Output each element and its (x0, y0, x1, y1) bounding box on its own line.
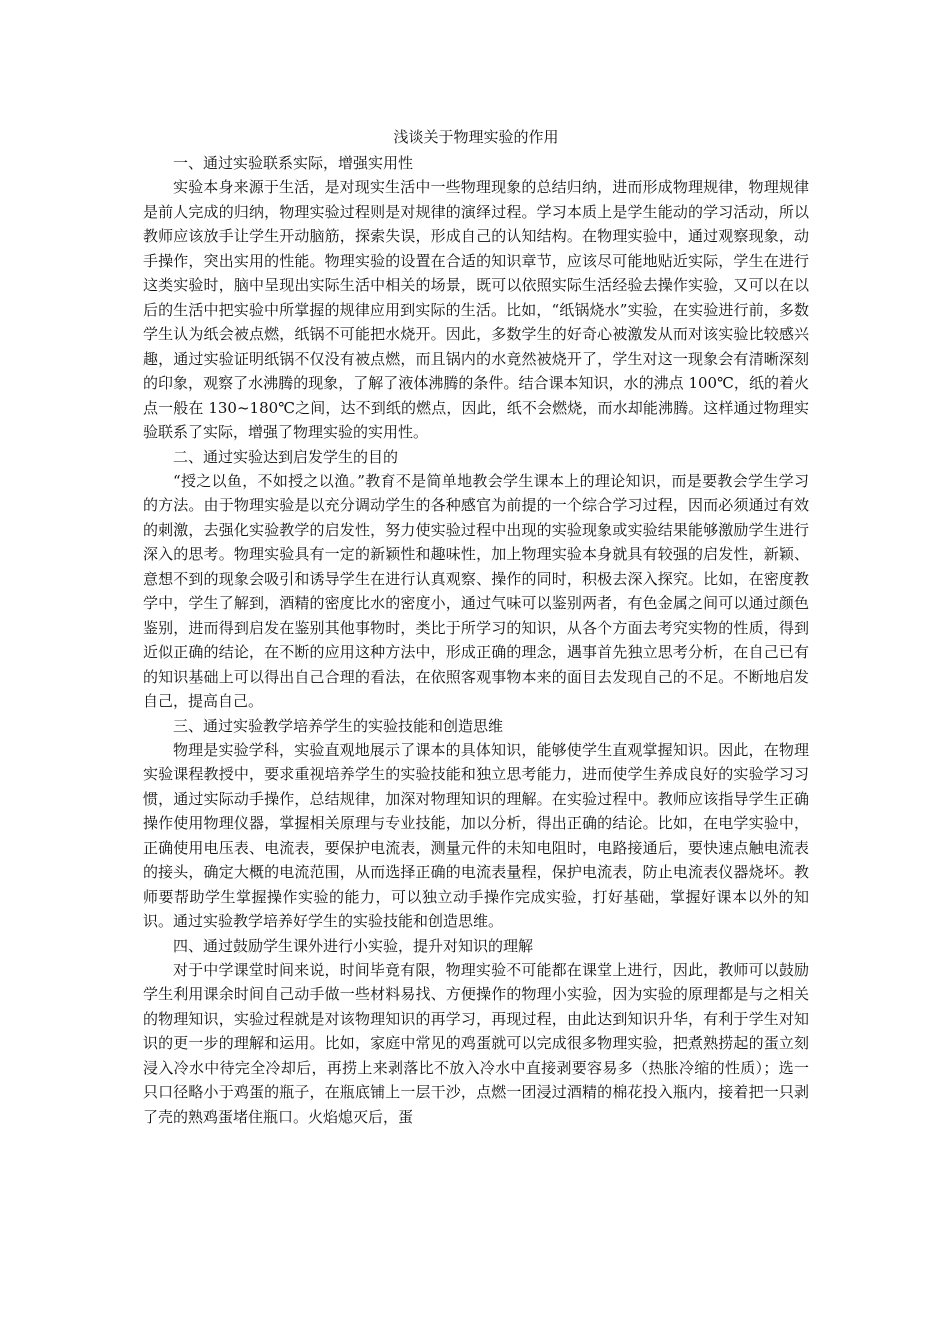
document-title: 浅谈关于物理实验的作用 (393, 128, 559, 146)
section-1 (143, 151, 809, 445)
section-4 (143, 934, 809, 1130)
section-paragraph: 对于中学课堂时间来说，时间毕竟有限，物理实验不可能都在课堂上进行，因此，教师可以鼓励学生利用课余时间自己动手做一些材料易找、方便操作的物理小实验，因为实验的原理都是与之相关的物理知识，实验过程就是对该物理知识的再学习，再现过程，由此达到知识升华，有利于学生对知识的更一步的理解和运用。比如，家庭中常见的鸡蛋就可以完成很多物理实验，把煮熟捞起的蛋立刻浸入冷水中待完全冷却后，再捞上来剥落比不放入冷水中直接剥要容易多（热胀冷缩的性质）；选一只口径略小于鸡蛋的瓶子，在瓶底铺上一层干沙，点燃一团浸过酒精的棉花投入瓶内，接着把一只剥了壳的熟鸡蛋堵住瓶口。火焰熄灭后，蛋 (143, 960, 809, 1126)
document-page (143, 127, 809, 1129)
section-paragraph: 物理是实验学科，实验直观地展示了课本的具体知识，能够使学生直观掌握知识。因此，在物理实验课程教授中，要求重视培养学生的实验技能和独立思考能力，进而使学生养成良好的实验学习习惯，通过实际动手操作，总结规律，加深对物理知识的理解。在实验过程中。教师应该指导学生正确操作使用物理仪器，掌握相关原理与专业技能，加以分析，得出正确的结论。比如，在电学实验中，正确使用电压表、电流表，要保护电流表，测量元件的未知电阻时，电路接通后，要快速点触电流表的接头，确定大概的电流范围，从而选择正确的电流表量程，保护电流表，防止电流表仪器烧坏。教师要帮助学生掌握操作实验的能力，可以独立动手操作完成实验，打好基础，掌握好课本以外的知识。通过实验教学培养好学生的实验技能和创造思维。 (143, 740, 809, 930)
section-3 (143, 714, 809, 934)
section-heading: 四、通过鼓励学生课外进行小实验，提升对知识的理解 (173, 936, 534, 955)
section-paragraph: 实验本身来源于生活，是对现实生活中一些物理现象的总结归纳，进而形成物理规律，物理规律是前人完成的归纳，物理实验过程则是对规律的演绎过程。学习本质上是学生能动的学习活动，所以教师应该放手让学生开动脑筋，探索失误，形成自己的认知结构。在物理实验中，通过观察现象，动手操作，突出实用的性能。物理实验的设置在合适的知识章节，应该尽可能地贴近实际，学生在进行这类实验时，脑中呈现出实际生活中相关的场景，既可以依照实际生活经验去操作实验，又可以在以后的生活中把实验中所掌握的规律应用到实际的生活。比如，“纸锅烧水”实验，在实验进行前，多数学生认为纸会被点燃，纸锅不可能把水烧开。因此，多数学生的好奇心被激发从而对该实验比较感兴趣，通过实验证明纸锅不仅没有被点燃，而且锅内的水竟然被烧开了，学生对这一现象会有清晰深刻的印象，观察了水沸腾的现象，了解了液体沸腾的条件。结合课本知识，水的沸点 100℃，纸的着火点一般在 130~180℃之间，达不到纸的燃点，因此，纸不会燃烧，而水却能沸腾。这样通过物理实验联系了实际，增强了物理实验的实用性。 (143, 178, 809, 441)
section-heading: 三、通过实验教学培养学生的实验技能和创造思维 (173, 716, 504, 735)
section-heading: 二、通过实验达到启发学生的目的 (173, 447, 399, 466)
section-paragraph: “授之以鱼，不如授之以渔。”教育不是简单地教会学生课本上的理论知识，而是要教会学生学习的方法。由于物理实验是以充分调动学生的各种感官为前提的一个综合学习过程，因而必须通过有效的刺激，去强化实验教学的启发性，努力使实验过程中出现的实验现象或实验结果能够激励学生进行深入的思考。物理实验具有一定的新颖性和趣味性，加上物理实验本身就具有较强的启发性，新颖、意想不到的现象会吸引和诱导学生在进行认真观察、操作的同时，积极去深入探究。比如，在密度教学中，学生了解到，酒精的密度比水的密度小，通过气味可以鉴别两者，有色金属之间可以通过颜色鉴别，进而得到启发在鉴别其他事物时，类比于所学习的知识，从各个方面去考究实物的性质，得到近似正确的结论，在不断的应用这种方法中，形成正确的理念，遇事首先独立思考分析，在自己已有的知识基础上可以得出自己合理的看法，在依照客观事物本来的面目去发现自己的不足。不断地启发自己，提高自己。 (143, 471, 809, 710)
section-heading: 一、通过实验联系实际，增强实用性 (173, 154, 414, 172)
section-2 (143, 445, 809, 714)
